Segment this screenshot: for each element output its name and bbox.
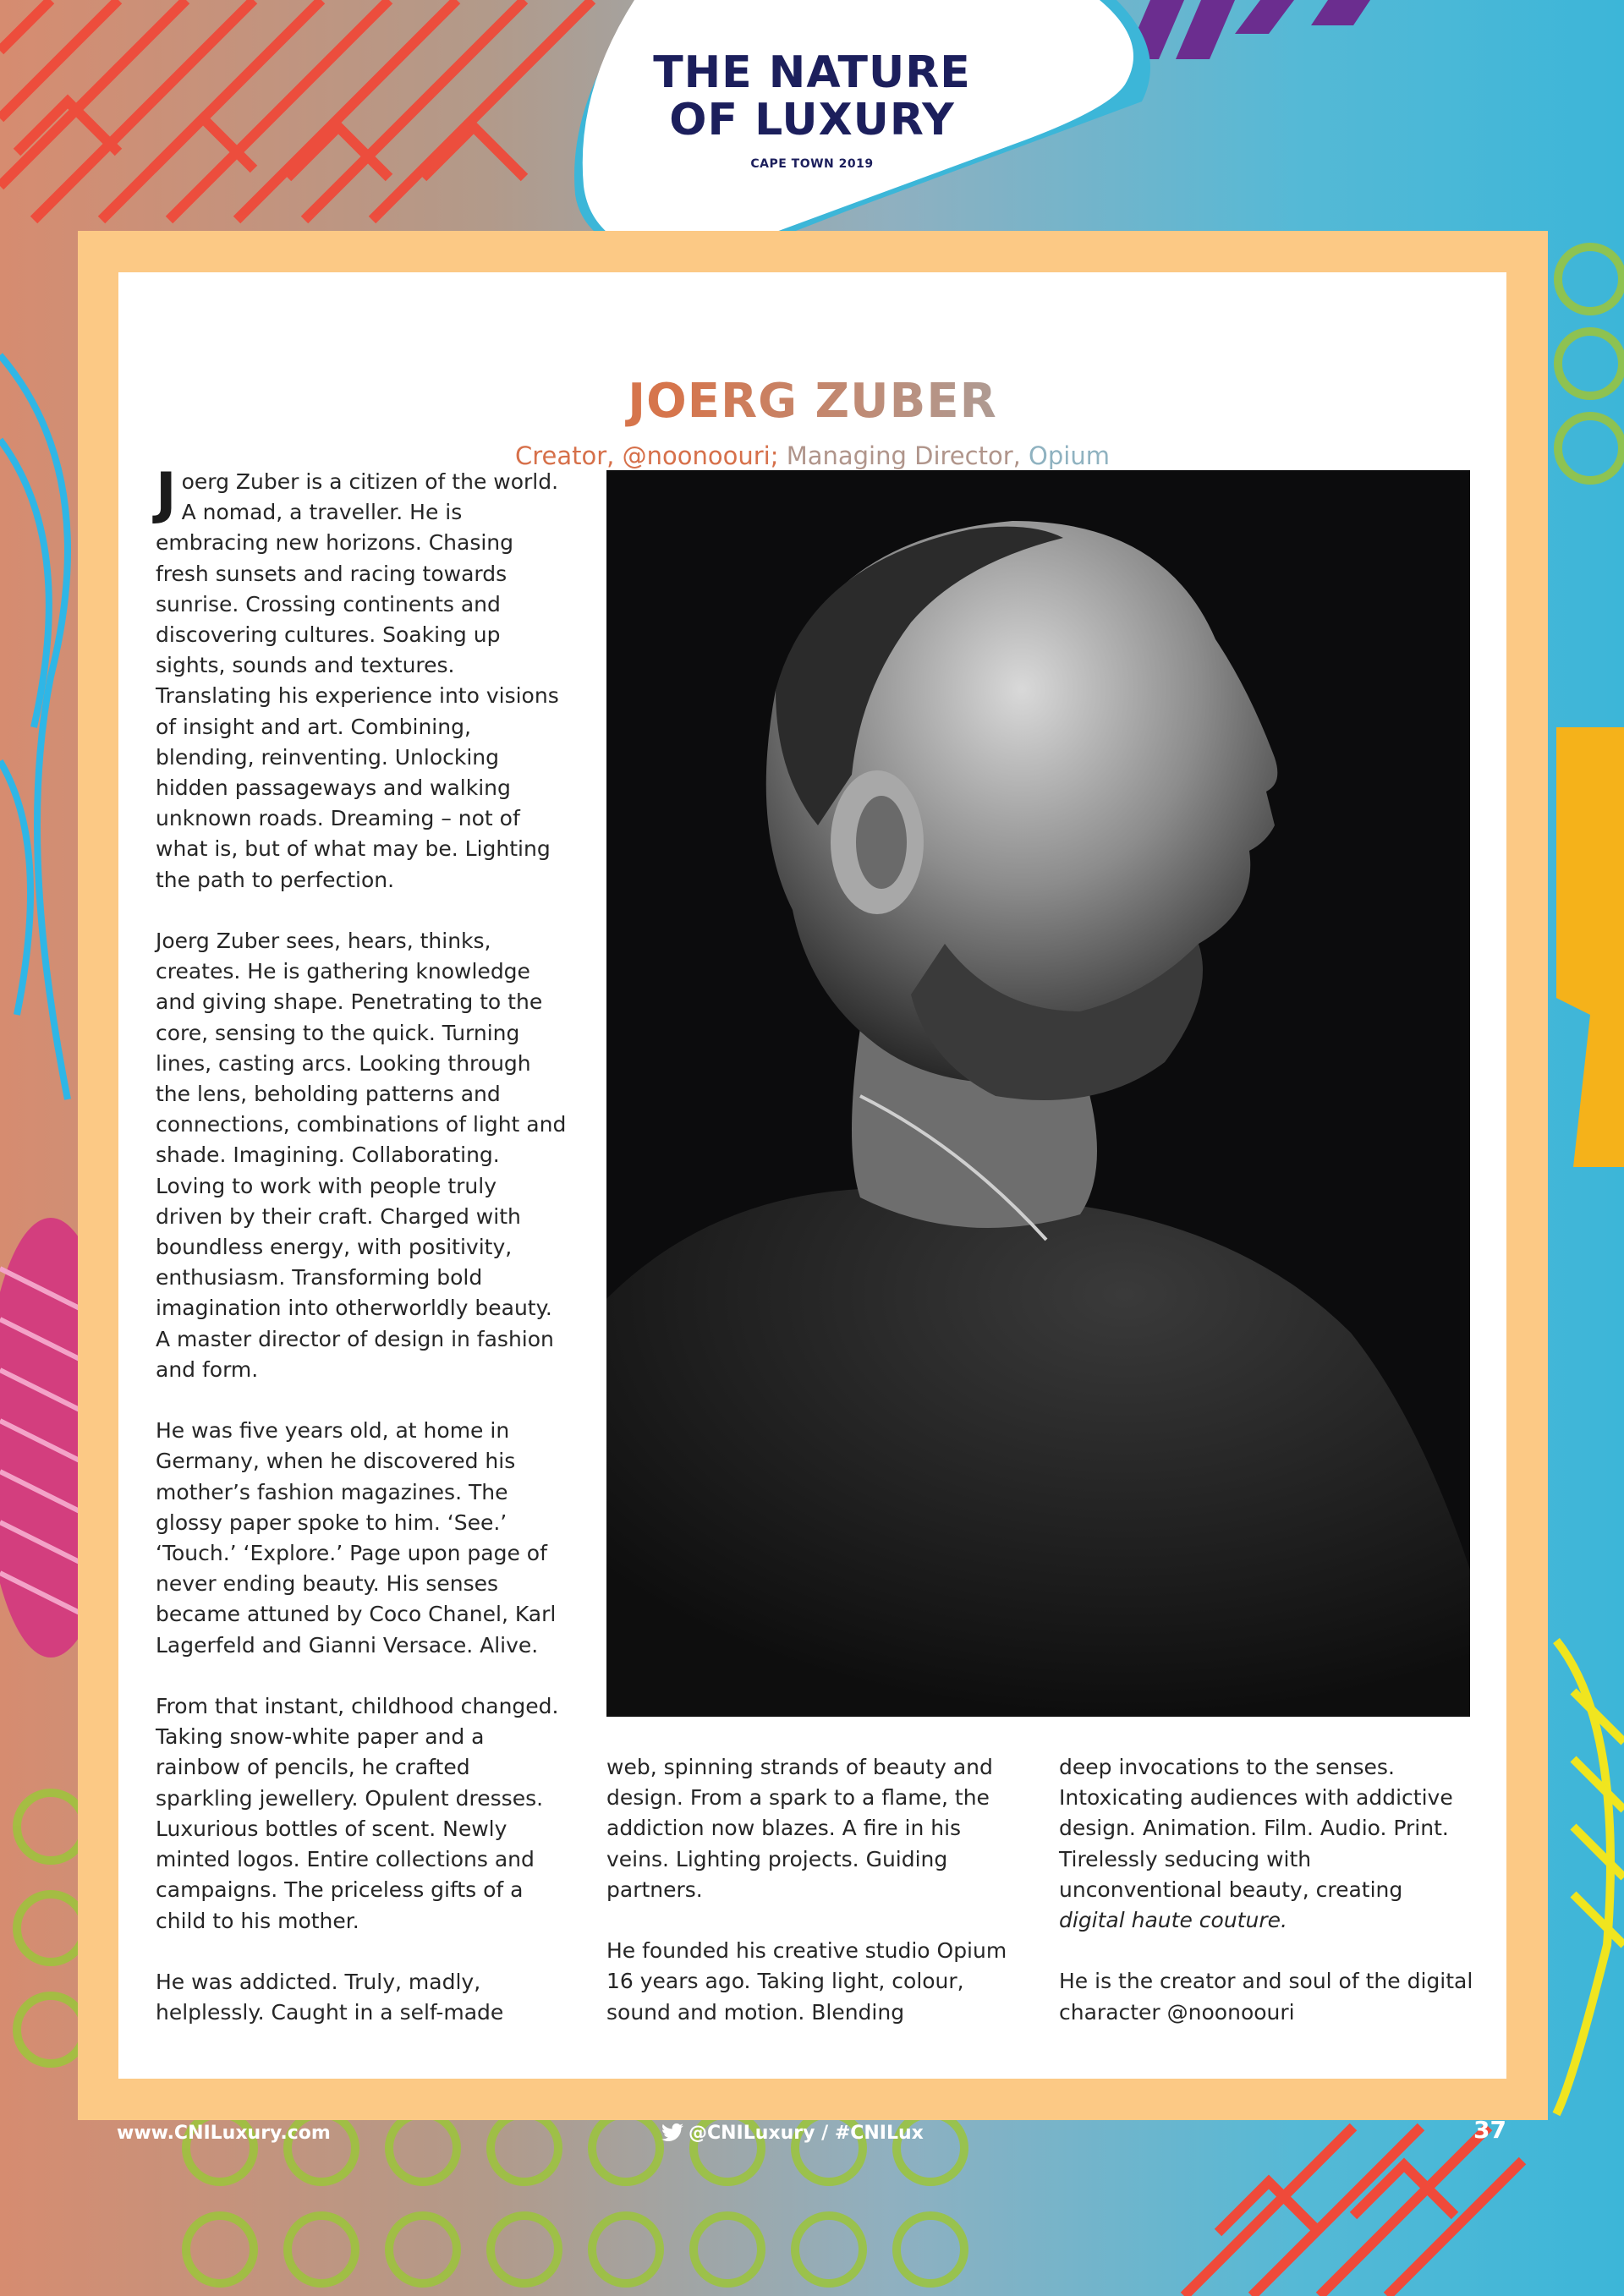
footer-social[interactable]: [661, 2123, 1017, 2144]
paragraph-9: He is the creator and soul of the digital character @noonoouri: [1059, 1969, 1473, 2025]
paragraph-1-text: oerg Zuber is a citizen of the world. A nomad, a traveller. He is embracing new horizons. Chasing fresh sunsets and racing towards sunrise. Crossing continents and discovering cultures. Soaking up sights, sounds and textures. Translating his experience into visions of insight and art. Combining, blending, reinventing. Unlocking hidden passageways and walking unknown roads. Dreaming – not of what is, but of what may be. Lighting the path to perfection.: [156, 469, 559, 892]
article-subtitle: [118, 441, 1506, 470]
text-column-3: [1059, 1752, 1473, 2028]
footer-social-handles: @CNILuxury / #CNILux: [689, 2123, 924, 2144]
event-location: CAPE TOWN 2019: [750, 157, 874, 171]
text-column-1: [156, 461, 570, 2028]
article-panel: [118, 272, 1506, 2079]
subtitle-role-2: Managing Director,: [778, 441, 1021, 470]
portrait-illustration: [606, 470, 1470, 1717]
paragraph-2: Joerg Zuber sees, hears, thinks, creates. He is gathering knowledge and giving shape. Penetrating to the core, sensing to the quick. Turning lines, casting arcs. Looking through the lens, beholding patterns and connections, combinations of light and shade. Imagining. Collaborating. Loving to work with people truly driven by their craft. Charged with boundless energy, with positivity, enthusiasm. Transforming bold imagination into otherworldly beauty. A master director of design in fashion and form.: [156, 929, 567, 1382]
paragraph-5: He was addicted. Truly, madly, helplessly. Caught in a self-made: [156, 1969, 504, 2025]
drop-cap: J: [156, 461, 177, 526]
paragraph-1: [156, 461, 570, 896]
article-frame: [78, 231, 1548, 2120]
paragraph-4: From that instant, childhood changed. Taking snow-white paper and a rainbow of pencils, he crafted sparkling jewellery. Opulent dresses. Luxurious bottles of scent. Newly minted logos. Entire collections and campaigns. The priceless gifts of a child to his mother.: [156, 1694, 559, 1933]
paragraph-7: He founded his creative studio Opium 16 years ago. Taking light, colour, sound and motion. Blending: [606, 1938, 1007, 2025]
paragraph-3: He was five years old, at home in Germany, when he discovered his mother’s fashion magazines. The glossy paper spoke to him. ‘See.’ ‘Touch.’ ‘Explore.’ Page upon page of never ending beauty. His senses became attuned by Coco Chanel, Karl Lagerfeld and Gianni Versace. Alive.: [156, 1418, 557, 1658]
page-number: 37: [1473, 2116, 1506, 2144]
paragraph-8: [1059, 1752, 1473, 1936]
portrait-photo: [606, 470, 1470, 1717]
paragraph-8-italic: digital haute couture.: [1059, 1908, 1287, 1933]
twitter-icon: [661, 2123, 683, 2142]
article-title: JOERG ZUBER: [118, 374, 1506, 429]
paragraph-6: web, spinning strands of beauty and design. From a spark to a flame, the addiction now blazes. A fire in his veins. Lighting projects. Guiding partners.: [606, 1755, 993, 1902]
event-title-line2: OF LUXURY: [669, 95, 955, 145]
paragraph-8-text: deep invocations to the senses. Intoxicating audiences with addictive design. Animation. Film. Audio. Print. Tirelessly seducing with unconventional beauty, creating: [1059, 1755, 1453, 1902]
footer-website-link[interactable]: www.CNILuxury.com: [117, 2123, 331, 2144]
subtitle-company: Opium: [1020, 441, 1110, 470]
event-logo: [592, 49, 1032, 171]
text-column-2: [606, 1752, 1021, 2028]
subtitle-role-1: Creator, @noonoouri;: [515, 441, 779, 470]
event-title-line1: THE NATURE: [653, 47, 971, 98]
